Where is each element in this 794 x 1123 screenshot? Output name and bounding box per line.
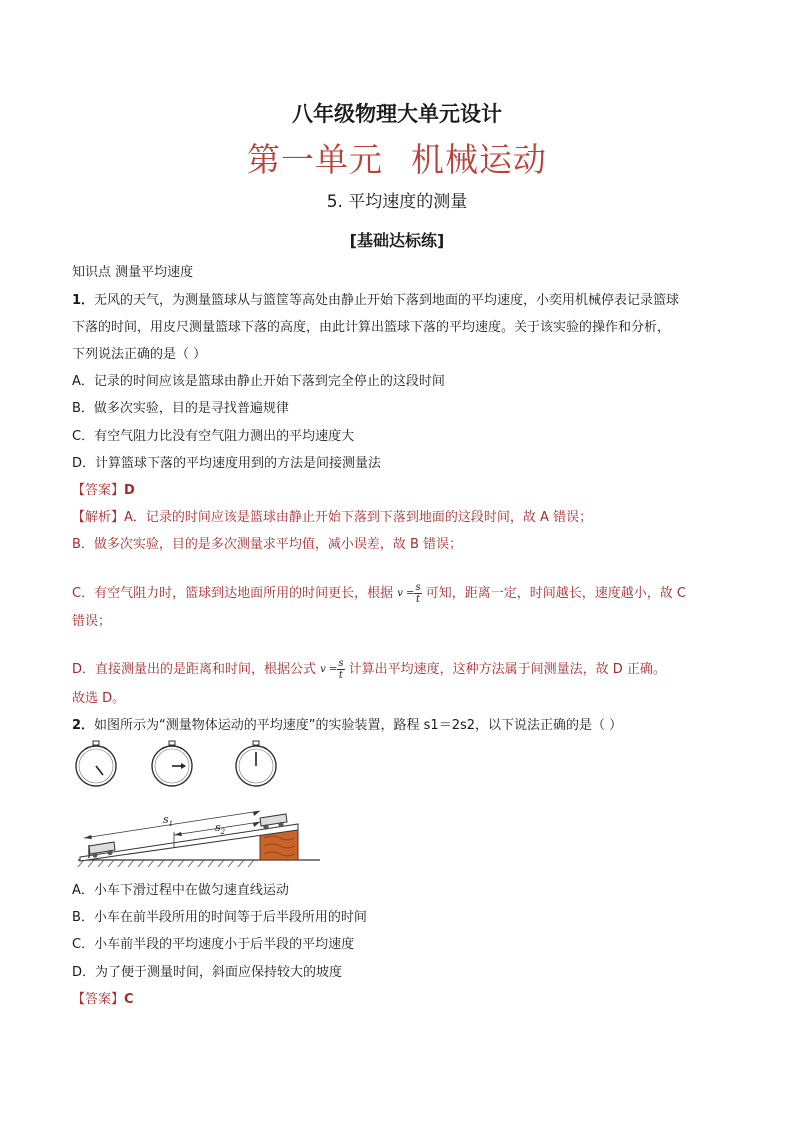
s2-label: $s_2$ [215,821,226,836]
q2-stem-text: 如图所示为“测量物体运动的平均速度”的实验装置，路程 s1＝2s2，以下说法正确的是（ ） [94,718,623,733]
answer-value: C [124,992,134,1007]
q1-text-1: 无风的天气，为测量篮球从与篮筐等高处由静止开始下落到地面的平均速度，小奕用机械停表记录篮球 [94,293,680,308]
section-title: [基础达标练] [349,231,445,250]
analysis-c-text-1: C．有空气阻力时，篮球到达地面所用的时间更长，根据 [72,586,394,601]
stopwatch-icon [152,741,192,786]
document-title: 八年级物理大单元设计 [292,102,502,126]
q2-number: 2． [72,718,95,733]
q2-stem [72,717,622,735]
q2-option-c: C．小车前半段的平均速度小于后半段的平均速度 [72,937,355,952]
formula-lhs: v = [397,588,415,599]
q1-line-1 [72,292,679,310]
q1-number: 1． [72,293,95,308]
stopwatch-icon [236,741,276,786]
q1-line-3: 下列说法正确的是（ ） [72,347,207,362]
unit-topic: 机械运动 [411,140,547,179]
formula-denominator: t [338,670,343,681]
knowledge-point: 知识点 测量平均速度 [72,265,194,280]
formula-denominator: t [415,594,421,605]
formula-numerator: s [338,658,344,669]
unit-number: 第一单元 [247,140,383,179]
q1-option-c: C．有空气阻力比没有空气阻力测出的平均速度大 [72,429,355,444]
answer-label: 【答案】 [72,992,125,1007]
experiment-figure [70,740,320,874]
q1-analysis-c [72,580,686,608]
unit-title [0,134,794,181]
q1-line-2: 下落的时间，用皮尺测量篮球下落的高度，由此计算出篮球下落的平均速度。关于该实验的操作和分析， [72,320,671,335]
formula-lhs: v = [320,664,338,675]
q1-option-b: B．做多次实验，目的是寻找普遍规律 [72,401,289,416]
lesson-title: 5. 平均速度的测量 [326,192,468,212]
analysis-label: 【解析】 [72,510,125,525]
q1-answer [72,482,135,500]
q2-option-d: D．为了便于测量时间，斜面应保持较大的坡度 [72,965,343,980]
q1-analysis-b: B．做多次实验，目的是多次测量求平均值，减小误差，故 B 错误； [72,537,463,552]
incline-diagram [70,740,320,870]
s1-label: $s_1$ [163,813,174,828]
analysis-d-text-2: 计算出平均速度，这种方法属于间测量法，故 D 正确。 [348,662,666,677]
q1-option-d: D．计算篮球下落的平均速度用到的方法是间接测量法 [72,456,382,471]
q2-option-a: A．小车下滑过程中在做匀速直线运动 [72,883,289,898]
speed-formula-2 [320,658,344,681]
q2-option-b: B．小车在前半段所用的时间等于后半段所用的时间 [72,910,367,925]
speed-formula [397,582,421,605]
q1-conclusion: 故选 D。 [72,691,126,706]
q1-analysis-c-tail: 错误； [72,614,112,629]
stopwatch-icon [76,741,116,786]
q1-analysis-d [72,656,666,684]
q2-answer [72,991,134,1009]
q1-analysis-a [72,509,592,527]
analysis-d-text-1: D．直接测量出的是距离和时间，根据公式 [72,662,317,677]
q1-option-a: A．记录的时间应该是篮球由静止开始下落到完全停止的这段时间 [72,374,445,389]
analysis-a-text: A．记录的时间应该是篮球由静止开始下落到下落到地面的这段时间，故 A 错误； [124,510,593,525]
formula-numerator: s [415,582,421,593]
answer-label: 【答案】 [72,483,125,498]
analysis-c-text-2: 可知，距离一定，时间越长，速度越小，故 C [425,586,686,601]
answer-value: D [124,483,135,498]
